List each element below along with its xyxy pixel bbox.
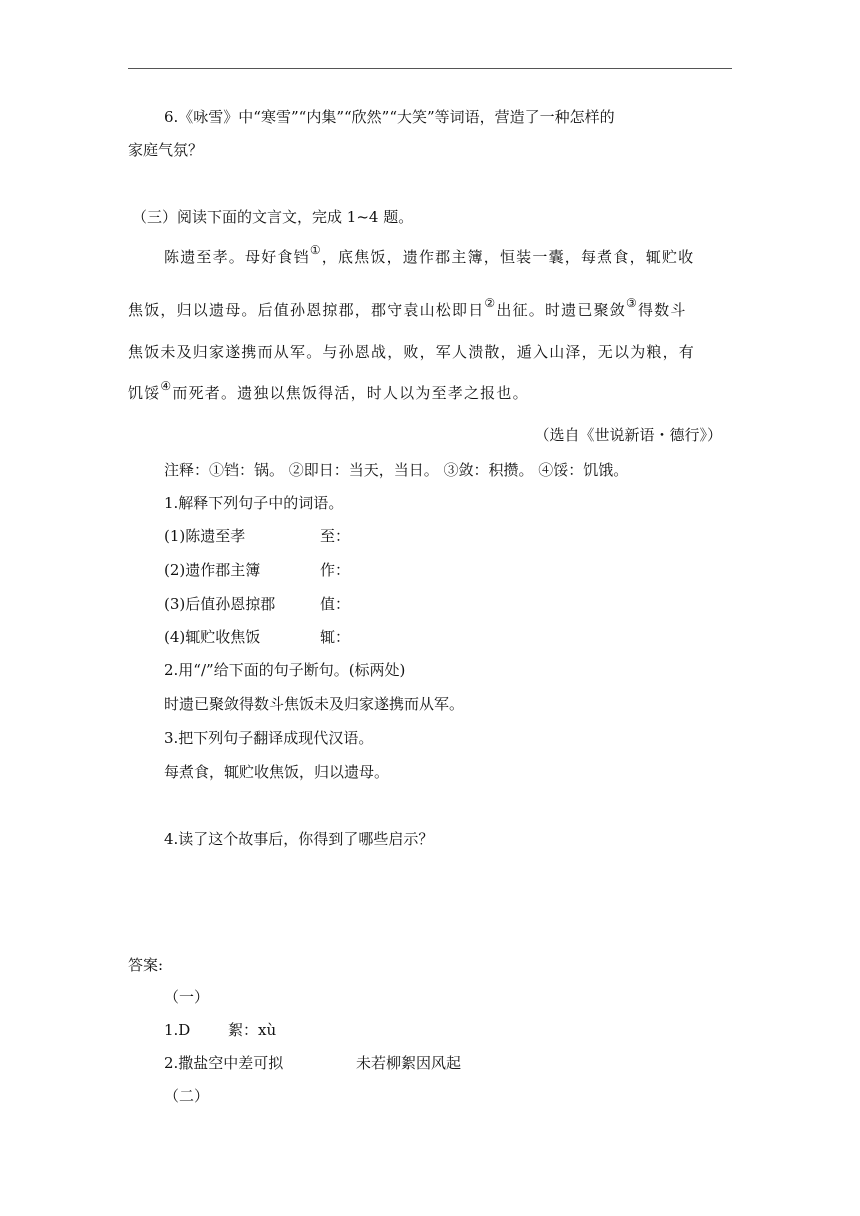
passage-text: 陈遗至孝。母好食铛 (164, 248, 310, 266)
passage-text: 出征。时遗已聚敛 (496, 301, 626, 319)
passage-line-1 (164, 243, 695, 267)
header-rule (128, 68, 732, 69)
passage-text: 焦饭，归以遗母。后值孙恩掠郡，郡守袁山松即日 (128, 301, 485, 319)
answer-2-left: 2.撒盐空中差可拟 (164, 1054, 284, 1072)
passage-line-4 (128, 379, 529, 403)
question-6-line2: 家庭气氛？ (128, 141, 204, 159)
passage-text: 饥馁 (128, 384, 161, 402)
q1-item-3-word: 值： (320, 595, 351, 613)
q1-item-4-word: 辄： (320, 628, 351, 646)
answer-1-text: 絮：xù (228, 1021, 277, 1039)
answer-2-right: 未若柳絮因风起 (356, 1054, 462, 1072)
answers-label: 答案: (128, 956, 164, 974)
passage-source: （选自《世说新语・德行》） (534, 426, 722, 444)
passage-text: 而死者。遗独以焦饭得活，时人以为至孝之报也。 (172, 384, 529, 402)
q3-title: 3.把下列句子翻译成现代汉语。 (164, 729, 374, 747)
q1-item-4: (4)辄贮收焦饭 (164, 628, 261, 646)
q2-sentence: 时遗已聚敛得数斗焦饭未及归家遂携而从军。 (164, 695, 465, 713)
q1-item-1-word: 至： (320, 527, 351, 545)
q3-sentence: 每煮食，辄贮收焦饭，归以遗母。 (164, 763, 390, 781)
q1-item-2-word: 作： (320, 561, 351, 579)
answer-1-num: 1.D (164, 1021, 191, 1039)
q1-item-1: (1)陈遗至孝 (164, 527, 246, 545)
footnote-marker-4: ④ (160, 379, 173, 393)
q2-title: 2.用“/”给下面的句子断句。(标两处) (164, 661, 406, 679)
q1-item-2: (2)遗作郡主簿 (164, 561, 261, 579)
passage-text: 得数斗 (637, 301, 687, 319)
annotation-notes: 注释：①铛：锅。 ②即日：当天，当日。 ③敛：积攒。 ④馁：饥饿。 (164, 461, 629, 479)
q1-item-3: (3)后值孙恩掠郡 (164, 595, 276, 613)
q1-title: 1.解释下列句子中的词语。 (164, 494, 344, 512)
question-6-line1: 6.《咏雪》中“寒雪”“内集”“欣然”“大笑”等词语，营造了一种怎样的 (164, 108, 615, 126)
passage-text: ，底焦饭，遗作郡主簿，恒装一囊，每煮食，辄贮收 (321, 248, 695, 266)
footnote-marker-2: ② (484, 296, 497, 310)
passage-line-3: 焦饭未及归家遂携而从军。与孙恩战，败，军人溃散，遁入山泽，无以为粮，有 (128, 343, 696, 361)
footnote-marker-3: ③ (625, 296, 638, 310)
answers-part-1: （一） (164, 988, 210, 1006)
q4-title: 4.读了这个故事后，你得到了哪些启示？ (164, 830, 434, 848)
passage-line-2 (128, 296, 687, 320)
section-3-heading: （三）阅读下面的文言文，完成 1~4 题。 (132, 208, 414, 226)
answers-part-2: （二） (164, 1087, 210, 1105)
footnote-marker-1: ① (309, 243, 322, 257)
